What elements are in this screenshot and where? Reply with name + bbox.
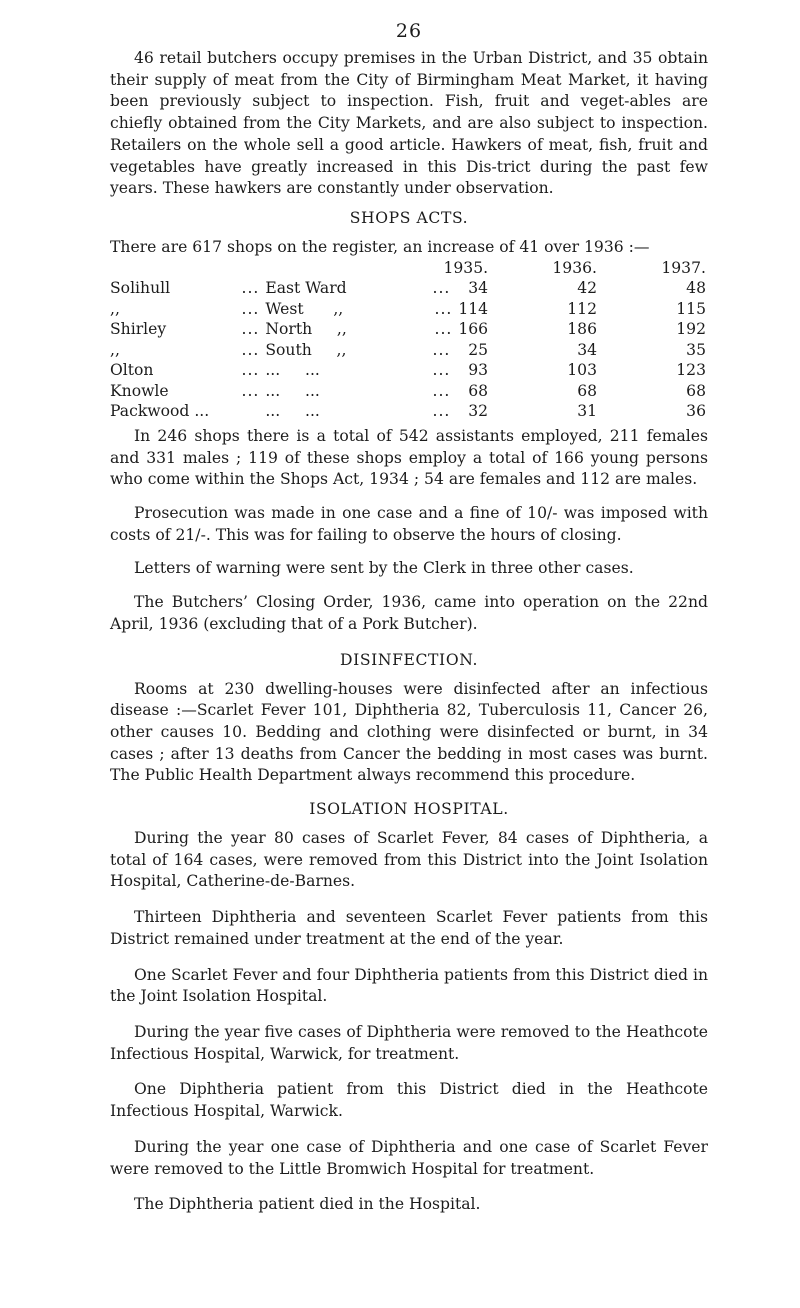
prosecution-paragraph: Prosecution was made in one case and a fine of 10/- was imposed with costs of 21/-. This was for failing to observe the hours of closing. bbox=[110, 504, 708, 544]
table-row bbox=[110, 360, 706, 381]
year-header-1935: 1935. bbox=[443, 258, 489, 277]
row-value: ... 32 bbox=[432, 402, 489, 421]
row-area-label: ... ... bbox=[265, 361, 320, 380]
isolation-hospital-heading: ISOLATION HOSPITAL. bbox=[309, 800, 509, 819]
row-place: Solihull bbox=[110, 279, 171, 298]
row-area-label: West ,, bbox=[265, 299, 344, 318]
table-row bbox=[110, 278, 706, 299]
intro-paragraph: 46 retail butchers occupy premises in the Urban District, and 35 obtain their supply of meat from the City of Birmingham Meat Market, it having been previously subject to inspection. Fish, fruit and veget-ables are chiefly obtained from the City Markets, and are also subject to inspection. Retailers on the whole sell a good article. Hawkers of meat, fish, fruit and vegetables have greatly increased in this Dis-trict during the past few years. These hawkers are constantly under observation. bbox=[110, 49, 708, 198]
table-row bbox=[110, 401, 706, 422]
row-place: Knowle bbox=[110, 381, 169, 400]
table-header-row bbox=[110, 258, 706, 279]
row-place: ,, bbox=[110, 340, 120, 359]
row-value-1935: 166 bbox=[458, 320, 489, 339]
butchers-closing-paragraph: The Butchers’ Closing Order, 1936, came into operation on the 22nd April, 1936 (excluding that of a Pork Butcher). bbox=[110, 593, 708, 633]
row-area-label: North ,, bbox=[265, 320, 347, 339]
disinfection-heading: DISINFECTION. bbox=[339, 650, 479, 669]
row-value-1936: 68 bbox=[577, 381, 598, 400]
year-header-1937: 1937. bbox=[661, 258, 706, 277]
row-area: ... ... ... bbox=[241, 381, 320, 400]
isolation-paragraph: One Scarlet Fever and four Diphtheria patients from this District died in the Joint Isolation Hospital. bbox=[110, 965, 708, 1006]
row-area bbox=[242, 401, 396, 422]
row-area: ... ... ... bbox=[241, 361, 320, 380]
row-value-1936: 42 bbox=[577, 279, 598, 298]
row-value-1935: 114 bbox=[458, 299, 489, 318]
isolation-paragraph: The Diphtheria patient died in the Hospital. bbox=[134, 1195, 481, 1214]
shops-register-intro: There are 617 shops on the register, an increase of 41 over 1936 :— bbox=[110, 237, 650, 256]
row-place: Olton bbox=[110, 361, 154, 380]
row-value-1936: 103 bbox=[567, 361, 598, 380]
row-value-1935: 25 bbox=[468, 340, 489, 359]
row-value-1935: 93 bbox=[468, 361, 489, 380]
row-value: ... 93 bbox=[432, 361, 489, 380]
row-value-1935: 68 bbox=[468, 381, 489, 400]
year-header-1936: 1936. bbox=[552, 258, 598, 277]
row-value: ... 166 bbox=[434, 320, 489, 339]
row-value-1937: 48 bbox=[686, 279, 706, 298]
table-header-blank bbox=[110, 258, 242, 279]
row-value-1935: 34 bbox=[468, 279, 489, 298]
row-value-1936: 34 bbox=[577, 340, 598, 359]
row-area-label: East Ward bbox=[265, 279, 347, 298]
row-area: ... West ,, bbox=[241, 299, 344, 318]
row-value-1937: 115 bbox=[676, 299, 706, 318]
row-value: ... 34 bbox=[432, 279, 489, 298]
letters-paragraph: Letters of warning were sent by the Clerk in three other cases. bbox=[134, 559, 634, 578]
row-place: ,, bbox=[110, 299, 120, 318]
table-row bbox=[110, 299, 706, 320]
row-value-1937: 35 bbox=[686, 340, 706, 359]
row-value-1936: 186 bbox=[567, 320, 598, 339]
table-header-blank bbox=[242, 258, 396, 279]
shops-acts-heading: SHOPS ACTS. bbox=[349, 208, 469, 227]
isolation-paragraph: During the year five cases of Diphtheria were removed to the Heathcote Infectious Hospital, Warwick, for treatment. bbox=[110, 1022, 708, 1063]
row-value-1935: 32 bbox=[468, 402, 489, 421]
isolation-paragraph: Thirteen Diphtheria and seventeen Scarlet Fever patients from this District remained under treatment at the end of the year. bbox=[110, 908, 708, 948]
disinfection-paragraph: Rooms at 230 dwelling-houses were disinfected after an infectious disease :—Scarlet Fever 101, Diphtheria 82, Tuberculosis 11, Cancer 26, other causes 10. Bedding and clothing were disinfected or burnt, in 34 cases ; after 13 deaths from Cancer the bedding in most cases was burnt. The Public Health Department always recommend this procedure. bbox=[110, 679, 708, 785]
row-area-label: ... ... bbox=[265, 402, 320, 421]
row-value-1936: 112 bbox=[567, 299, 598, 318]
shops-register-table bbox=[110, 258, 706, 422]
isolation-paragraph: During the year one case of Diphtheria and one case of Scarlet Fever were removed to the Little Bromwich Hospital for treatment. bbox=[110, 1137, 708, 1178]
isolation-paragraph: During the year 80 cases of Scarlet Fever, 84 cases of Diphtheria, a total of 164 cases, were removed from this District into the Joint Isolation Hospital, Catherine-de-Barnes. bbox=[110, 829, 708, 891]
row-area-label: South ,, bbox=[265, 340, 347, 359]
row-area-label: ... ... bbox=[265, 381, 320, 400]
row-value-1937: 68 bbox=[686, 381, 706, 400]
table-row bbox=[110, 319, 706, 340]
assistants-paragraph: In 246 shops there is a total of 542 assistants employed, 211 females and 331 males ; 119 of these shops employ a total of 166 young persons who come within the Shops Act, 1934 ; 54 are females and 112 are males. bbox=[110, 426, 708, 489]
row-value-1937: 192 bbox=[676, 320, 706, 339]
row-area: ... South ,, bbox=[241, 340, 347, 359]
row-area: ... East Ward bbox=[241, 279, 347, 298]
row-value: ... 68 bbox=[432, 381, 489, 400]
row-place: Packwood ... bbox=[110, 402, 210, 421]
row-value-1937: 123 bbox=[676, 361, 706, 380]
row-area: ... North ,, bbox=[241, 320, 347, 339]
table-row bbox=[110, 381, 706, 402]
table-row bbox=[110, 340, 706, 361]
row-value-1936: 31 bbox=[577, 402, 598, 421]
row-value-1937: 36 bbox=[686, 402, 706, 421]
row-place: Shirley bbox=[110, 320, 167, 339]
row-value: ... 114 bbox=[434, 299, 489, 318]
row-value: ... 25 bbox=[432, 340, 489, 359]
page-number: 26 bbox=[395, 20, 423, 42]
isolation-paragraph: One Diphtheria patient from this District died in the Heathcote Infectious Hospital, Warwick. bbox=[110, 1080, 708, 1121]
